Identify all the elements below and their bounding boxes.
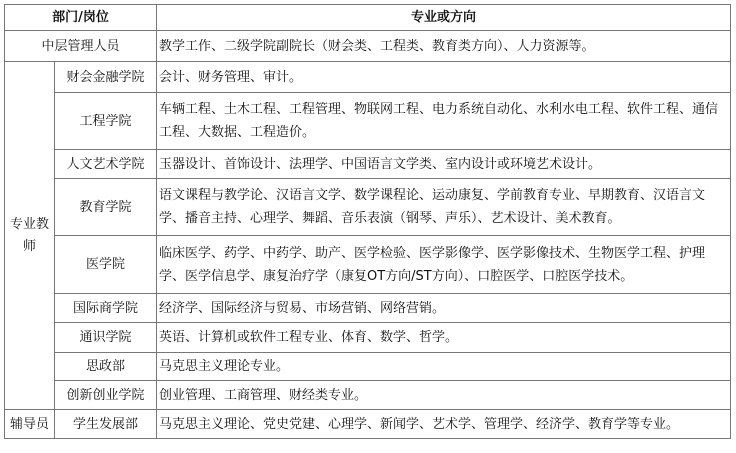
table-row xyxy=(5,381,731,410)
table-row xyxy=(5,236,731,294)
middle-manager-major: 教学工作、二级学院副院长（财会类、工程类、教育类方向）、人力资源等。 xyxy=(157,31,731,62)
faculty-label-line1: 专业教 xyxy=(9,216,49,232)
table-row xyxy=(5,93,731,150)
college-major: 语文课程与教学论、汉语言文学、数学课程论、运动康复、学前教育专业、早期教育、汉语言文学、播音主持、心理学、舞蹈、音乐表演（钢琴、声乐）、艺术设计、美术教育。 xyxy=(157,179,731,236)
college-name: 教育学院 xyxy=(55,179,157,236)
table-row xyxy=(5,410,731,439)
table-row xyxy=(5,353,731,381)
college-name: 思政部 xyxy=(55,353,157,381)
counselor-dept: 学生发展部 xyxy=(55,410,157,439)
table-row xyxy=(5,294,731,323)
counselor-major: 马克思主义理论、党史党建、心理学、新闻学、艺术学、管理学、经济学、教育学等专业。 xyxy=(157,410,731,439)
faculty-label-line2: 师 xyxy=(22,238,36,254)
counselor-label: 辅导员 xyxy=(5,410,55,439)
table-header-row xyxy=(5,5,731,31)
college-name: 创新创业学院 xyxy=(55,381,157,410)
college-major: 英语、计算机或软件工程专业、体育、数学、哲学。 xyxy=(157,323,731,353)
college-major: 经济学、国际经济与贸易、市场营销、网络营销。 xyxy=(157,294,731,323)
table-row xyxy=(5,150,731,179)
header-major: 专业或方向 xyxy=(157,5,731,31)
table-row xyxy=(5,62,731,93)
faculty-group-label xyxy=(5,62,55,410)
middle-manager-label: 中层管理人员 xyxy=(5,31,157,62)
college-major: 临床医学、药学、中药学、助产、医学检验、医学影像学、医学影像技术、生物医学工程、护理学、医学信息学、康复治疗学（康复OT方向/ST方向）、口腔医学、口腔医学技术。 xyxy=(157,236,731,294)
recruitment-table xyxy=(4,4,731,439)
college-major: 玉器设计、首饰设计、法理学、中国语言文学类、室内设计或环境艺术设计。 xyxy=(157,150,731,179)
college-major: 会计、财务管理、审计。 xyxy=(157,62,731,93)
college-name: 医学院 xyxy=(55,236,157,294)
college-name: 财会金融学院 xyxy=(55,62,157,93)
college-name: 人文艺术学院 xyxy=(55,150,157,179)
table-row xyxy=(5,31,731,62)
college-major: 马克思主义理论专业。 xyxy=(157,353,731,381)
header-dept-position: 部门/岗位 xyxy=(5,5,157,31)
college-name: 通识学院 xyxy=(55,323,157,353)
college-name: 工程学院 xyxy=(55,93,157,150)
college-major: 车辆工程、土木工程、工程管理、物联网工程、电力系统自动化、水利水电工程、软件工程、通信工程、大数据、工程造价。 xyxy=(157,93,731,150)
college-major: 创业管理、工商管理、财经类专业。 xyxy=(157,381,731,410)
college-name: 国际商学院 xyxy=(55,294,157,323)
table-row xyxy=(5,323,731,353)
table-row xyxy=(5,179,731,236)
